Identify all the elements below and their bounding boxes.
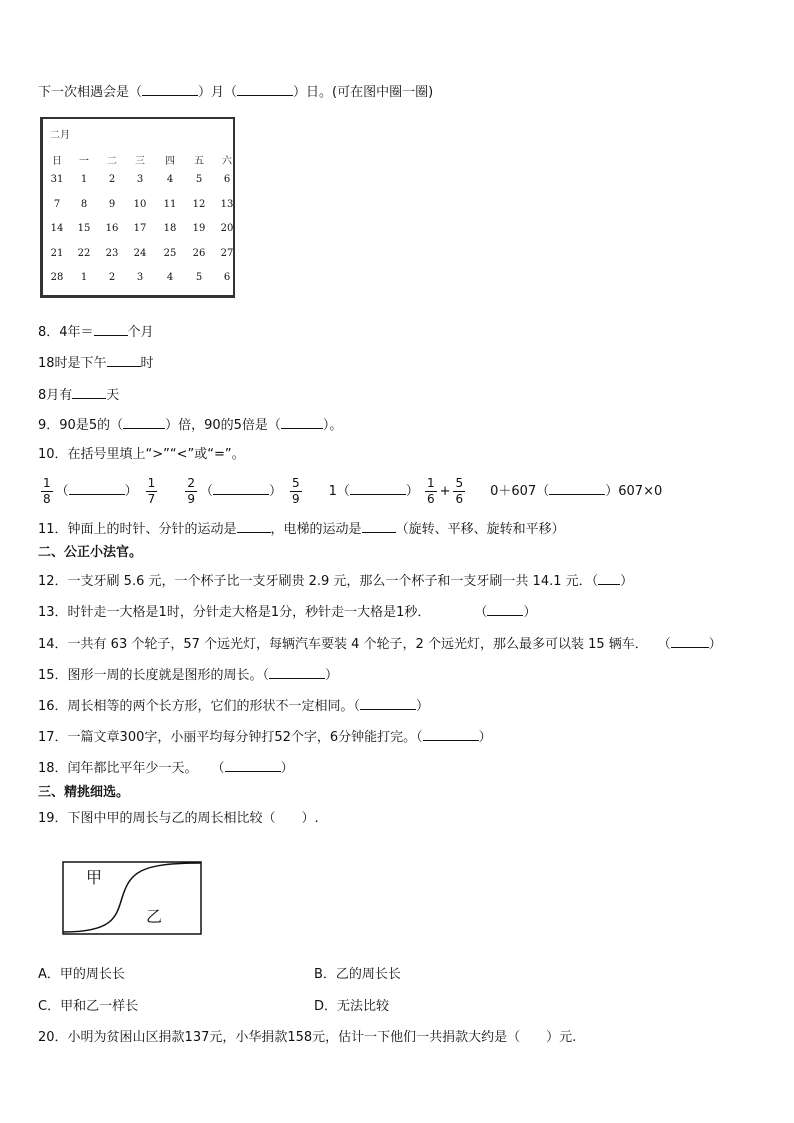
fraction-1-8: $\frac{1}{8}$ <box>43 476 51 506</box>
section-2-heading: 二、公正小法官。 <box>38 545 143 560</box>
q16-a: 16．周长相等的两个长方形，它们的形状不一定相同。（ <box>38 699 361 714</box>
question-20: 20．小明为贫困山区捐款137元，小华捐款158元，估计一下他们一共捐款大约是（ ）元. <box>38 1030 577 1045</box>
q7-day-blank[interactable] <box>237 82 293 96</box>
calendar-day[interactable]: 19 <box>192 223 206 234</box>
q9-c: ）。 <box>322 418 343 433</box>
calendar-day[interactable]: 25 <box>163 247 177 259</box>
figure-rectangle <box>63 862 201 934</box>
q16-blank[interactable] <box>360 696 416 710</box>
question-13: 13．时针走一大格是1时，分针走大格是1分，秒针走一大格是1秒． （ ） <box>38 602 536 622</box>
calendar-day[interactable]: 5 <box>195 272 203 283</box>
question-10-comparisons: $\frac{1}{8}$ （ ） $\frac{1}{7}$ $\frac{2}{9}$ （ ） $\frac{5}{9}$ 1（ ） $\frac{1}{6}$ + $\frac{5}{6}$ 0＋607（ ）607×0 <box>43 476 663 506</box>
q19-option-a[interactable]: A．甲的周长长 <box>38 967 125 982</box>
fraction-1-7: $\frac{1}{7}$ <box>147 476 156 506</box>
q7-text-b: ）月（ <box>198 85 238 100</box>
calendar-day[interactable]: 17 <box>133 223 147 234</box>
q12-a: 12．一支牙刷 5.6 元，一个杯子比一支牙刷贵 2.9 元，那么一个杯子和一支牙刷一共 14.1 元．（ <box>38 574 599 589</box>
calendar-day[interactable]: 6 <box>223 272 231 283</box>
question-14: 14．一共有 63 个轮子，57 个远光灯，每辆汽车要装 4 个轮子，2 个远光灯，那么最多可以装 15 辆车． （ ） <box>38 634 722 654</box>
calendar-day[interactable]: 20 <box>220 223 234 234</box>
calendar-day[interactable]: 13 <box>220 198 234 210</box>
calendar-day[interactable]: 3 <box>136 174 144 185</box>
fraction-2-9: $\frac{2}{9}$ <box>187 476 195 506</box>
q12-b: ） <box>620 574 634 589</box>
calendar-day[interactable]: 10 <box>133 198 147 210</box>
q10-expr-right: 607×0 <box>618 484 663 499</box>
q10-expr-left: 0＋607 <box>490 484 537 499</box>
q14-blank[interactable] <box>671 634 709 648</box>
q9-blank-2[interactable] <box>281 415 323 429</box>
calendar-weekday: 三 <box>135 156 145 167</box>
question-7 <box>38 82 433 102</box>
label-jia: 甲 <box>86 868 103 887</box>
q10-blank-3[interactable] <box>350 481 406 495</box>
calendar-day[interactable]: 27 <box>220 247 234 259</box>
calendar-day[interactable]: 3 <box>136 272 144 283</box>
q19-text: 19．下图中甲的周长与乙的周长相比较（ ）. <box>38 811 319 826</box>
q8-l3b: 天 <box>106 388 120 403</box>
q9-blank-1[interactable] <box>123 415 165 429</box>
q17-b: ） <box>478 730 492 745</box>
q15-a: 15．图形一周的长度就是图形的周长。（ <box>38 668 270 683</box>
calendar-day[interactable]: 16 <box>105 223 119 234</box>
calendar-day[interactable]: 6 <box>223 174 231 185</box>
calendar-day[interactable]: 1 <box>80 272 88 283</box>
q17-a: 17．一篇文章300字，小丽平均每分钟打52个字，6分钟能打完。（ <box>38 730 423 745</box>
q17-blank[interactable] <box>423 727 479 741</box>
q8-l2b: 时 <box>140 356 154 371</box>
q7-text-c: ）日。(可在图中圈一圈) <box>293 85 434 100</box>
q8-blank-1[interactable] <box>94 322 128 336</box>
fraction-5-6: $\frac{5}{6}$ <box>455 476 464 506</box>
q13-a: 13．时针走一大格是1时，分针走大格是1分，秒针走一大格是1秒． <box>38 605 431 620</box>
question-19 <box>38 810 319 828</box>
q10-blank-4[interactable] <box>549 481 605 495</box>
calendar-weekday: 四 <box>165 156 175 167</box>
q16-b: ） <box>416 699 430 714</box>
q18-blank[interactable] <box>225 758 281 772</box>
calendar-day[interactable]: 1 <box>80 174 88 185</box>
question-8-line-1 <box>38 322 154 342</box>
question-17 <box>38 727 492 747</box>
calendar-day[interactable]: 26 <box>192 247 206 259</box>
calendar-day[interactable]: 11 <box>163 198 177 210</box>
q11-blank-1[interactable] <box>237 519 271 533</box>
calendar-weekday: 二 <box>107 156 117 167</box>
fraction-5-9: $\frac{5}{9}$ <box>291 476 300 506</box>
q19-option-d[interactable]: D．无法比较 <box>314 999 390 1014</box>
calendar-day[interactable]: 2 <box>108 174 116 185</box>
calendar-day[interactable]: 31 <box>50 174 64 185</box>
q19-figure <box>60 858 204 936</box>
calendar-day[interactable]: 22 <box>77 247 91 259</box>
calendar-weekday: 一 <box>79 156 89 167</box>
section-3-heading: 三、精挑细选。 <box>38 785 130 800</box>
q8-blank-3[interactable] <box>72 385 106 399</box>
fraction-1-6: $\frac{1}{6}$ <box>426 476 435 506</box>
q8-blank-2[interactable] <box>107 353 141 367</box>
q11-c: （旋转、平移、旋转和平移） <box>395 522 565 537</box>
calendar-day[interactable]: 14 <box>50 223 64 234</box>
calendar-day[interactable]: 5 <box>195 174 203 185</box>
calendar-day[interactable]: 4 <box>166 272 174 283</box>
q9-a: 9．90是5的（ <box>38 418 124 433</box>
q7-text-a: 下一次相遇会是（ <box>38 85 143 100</box>
q8-l3a: 8月有 <box>38 388 73 403</box>
calendar-day[interactable]: 24 <box>133 247 147 259</box>
calendar-day[interactable]: 15 <box>77 223 91 234</box>
question-8-line-2 <box>38 353 154 373</box>
q11-b: ，电梯的运动是 <box>270 522 362 537</box>
question-9 <box>38 415 342 435</box>
calendar-day[interactable]: 21 <box>50 247 64 259</box>
calendar-weekday: 五 <box>194 156 204 167</box>
q14-a: 14．一共有 63 个轮子，57 个远光灯，每辆汽车要装 4 个轮子，2 个远光灯，那么最多可以装 15 辆车． <box>38 637 648 652</box>
q15-b: ） <box>325 668 339 683</box>
question-12 <box>38 571 633 591</box>
calendar-weekday: 日 <box>52 156 62 167</box>
calendar-day[interactable]: 2 <box>108 272 116 283</box>
q8-l2a: 18时是下午 <box>38 356 107 371</box>
q18-a: 18．闰年都比平年少一天。 <box>38 761 198 776</box>
calendar-day[interactable]: 9 <box>108 198 116 210</box>
question-18: 18．闰年都比平年少一天。 （ ） <box>38 758 294 778</box>
q9-b: ）倍，90的5倍是（ <box>165 418 281 433</box>
calendar-day[interactable]: 23 <box>105 247 119 259</box>
question-8-line-3 <box>38 385 119 405</box>
question-11 <box>38 519 565 539</box>
q15-blank[interactable] <box>269 665 325 679</box>
question-15 <box>38 665 338 685</box>
q7-month-blank[interactable] <box>142 82 198 96</box>
calendar-day[interactable]: 7 <box>53 198 61 210</box>
q19-option-b[interactable]: B．乙的周长长 <box>314 967 401 982</box>
q11-blank-2[interactable] <box>362 519 396 533</box>
question-16 <box>38 696 429 716</box>
calendar <box>40 117 235 298</box>
q19-option-c[interactable]: C．甲和乙一样长 <box>38 999 139 1014</box>
q10-blank-2[interactable] <box>213 481 269 495</box>
q10-text: 10．在括号里填上“>”“<”或“=”。 <box>38 447 245 462</box>
q11-a: 11．钟面上的时针、分针的运动是 <box>38 522 237 537</box>
q8-l1b: 个月 <box>127 325 154 340</box>
question-10 <box>38 446 245 464</box>
q10-blank-1[interactable] <box>69 481 125 495</box>
q10-one: 1 <box>328 484 337 499</box>
q12-blank[interactable] <box>598 571 620 585</box>
calendar-day[interactable]: 28 <box>50 272 64 283</box>
calendar-day[interactable]: 8 <box>80 198 88 210</box>
calendar-day[interactable]: 12 <box>192 198 206 210</box>
label-yi: 乙 <box>146 907 163 926</box>
calendar-day[interactable]: 18 <box>163 223 177 234</box>
q8-l1a: 8．4年＝ <box>38 325 94 340</box>
calendar-weekday: 六 <box>222 156 232 167</box>
calendar-day[interactable]: 4 <box>166 174 174 185</box>
calendar-month: 二月 <box>50 130 70 141</box>
q13-blank[interactable] <box>487 602 523 616</box>
figure-curve <box>63 863 201 932</box>
